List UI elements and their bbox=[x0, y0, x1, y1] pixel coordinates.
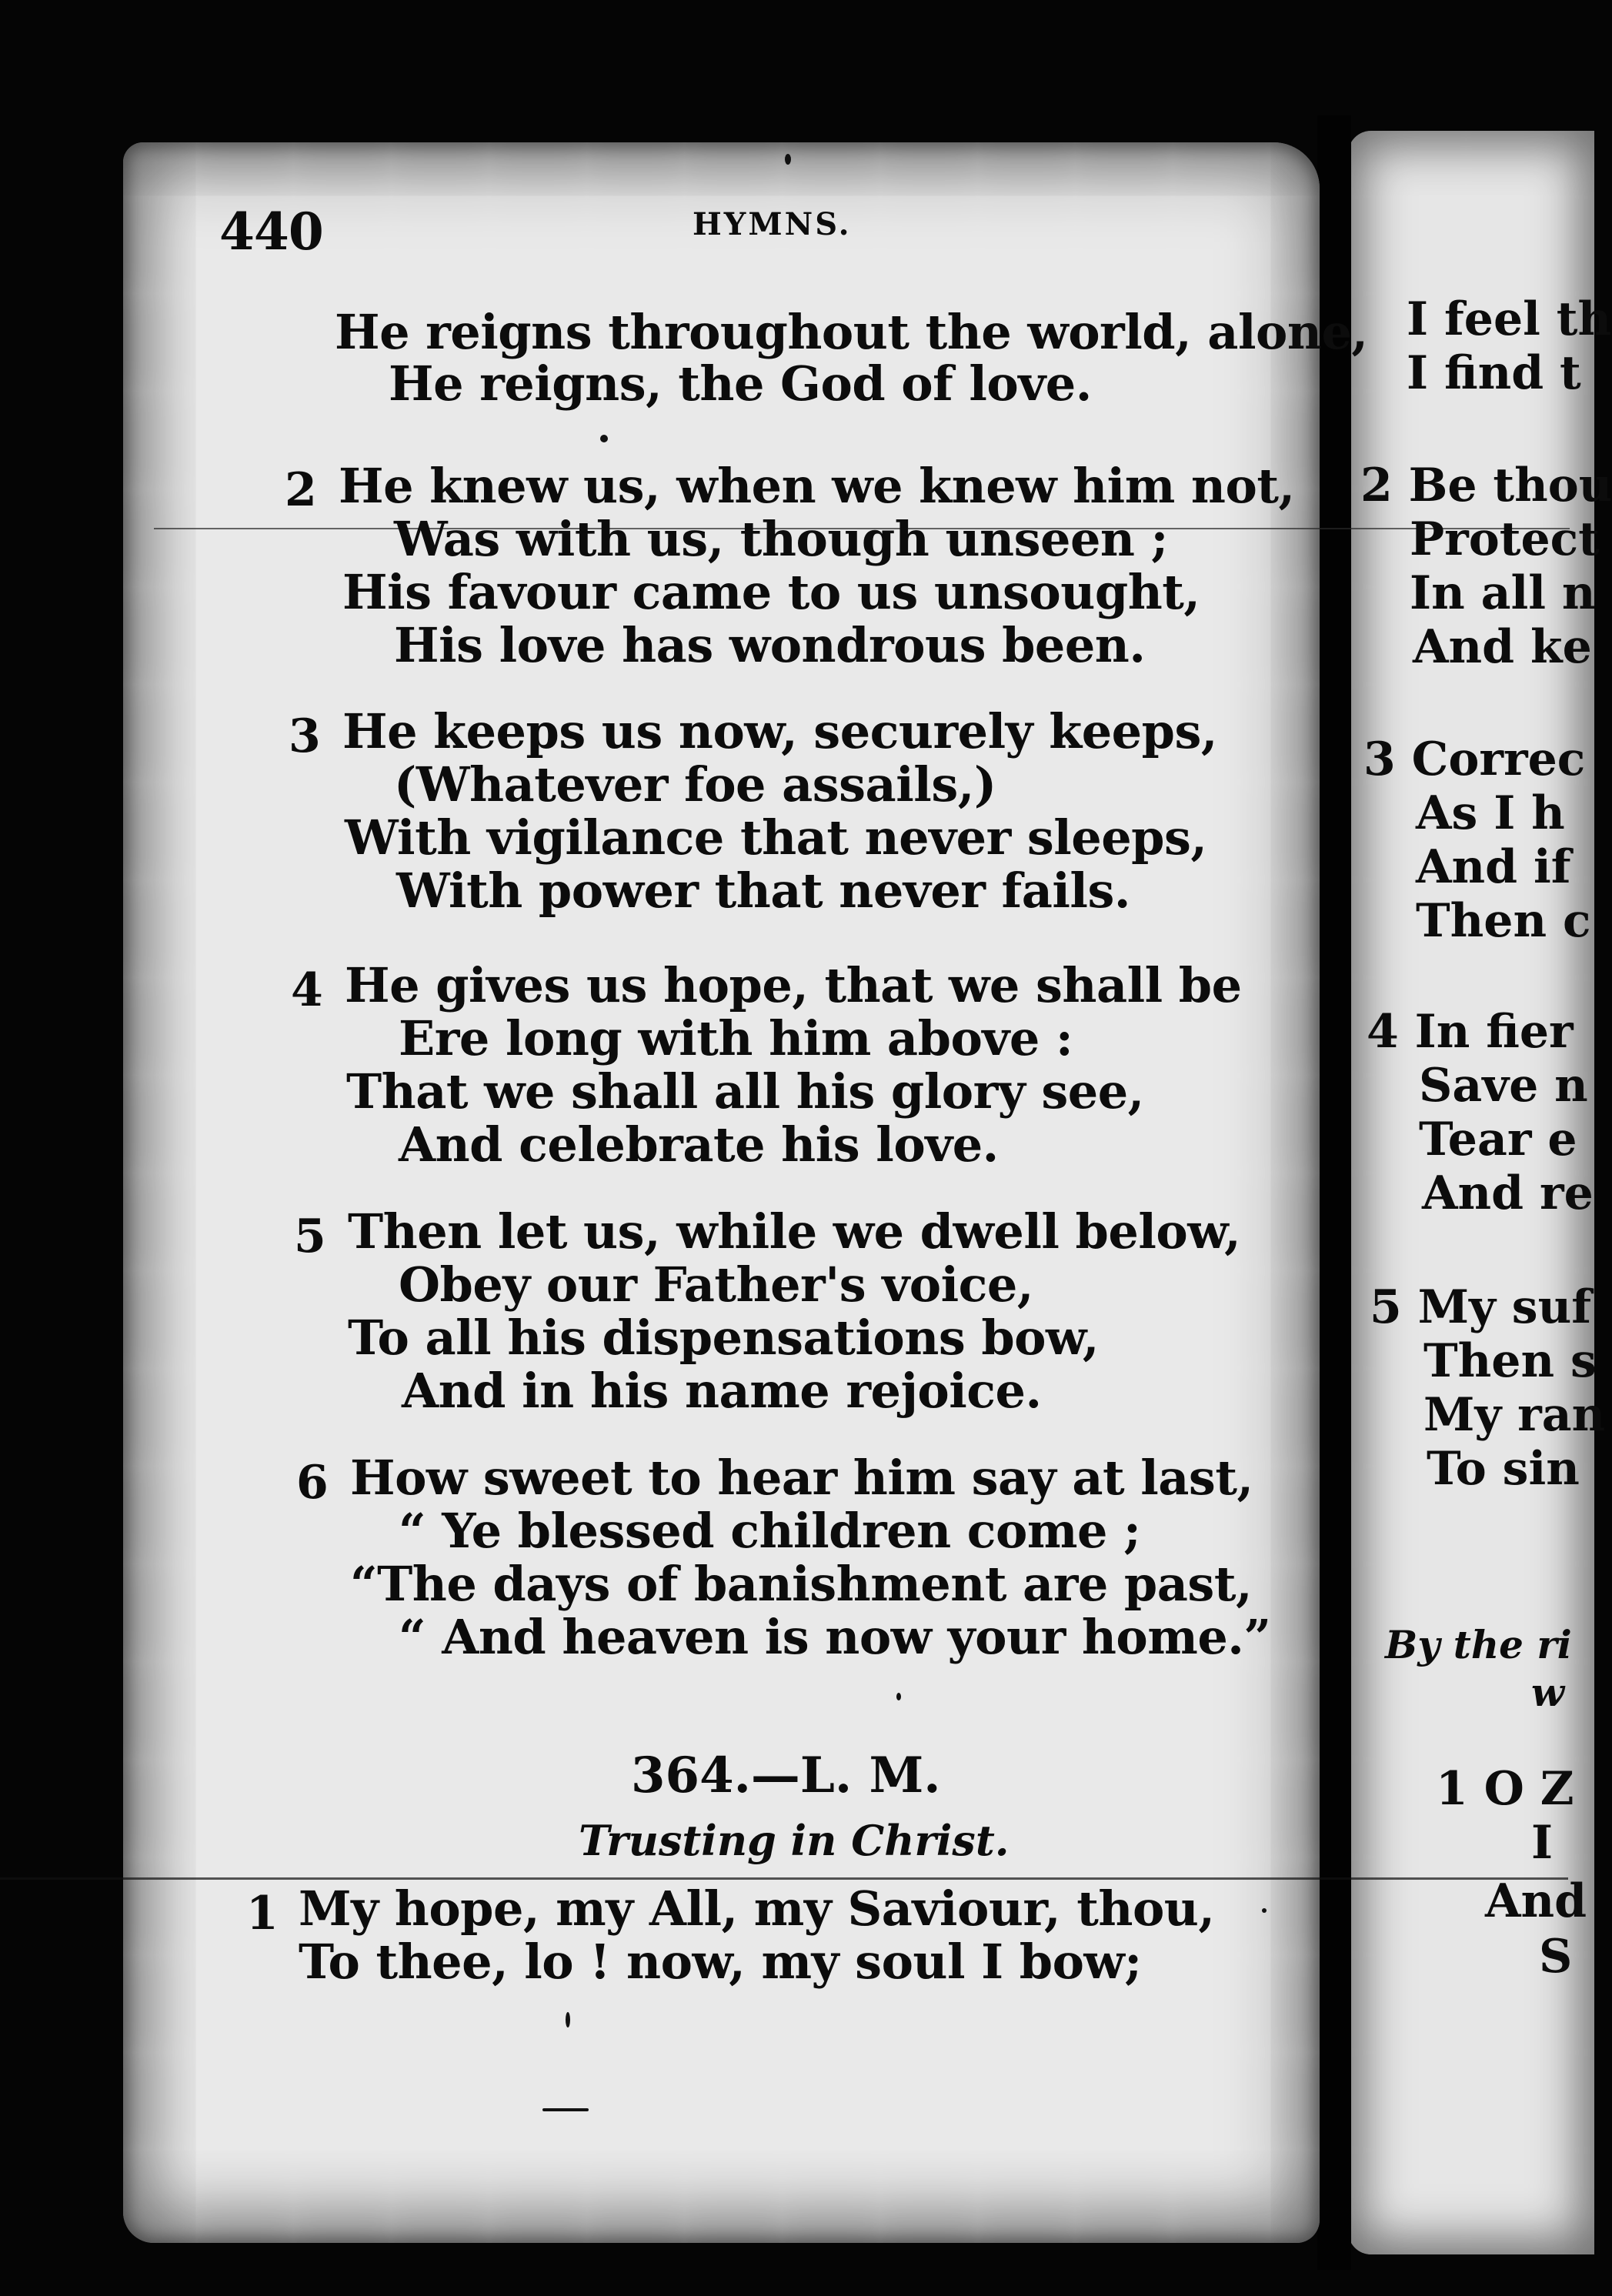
verse-number: 1 bbox=[246, 1887, 279, 1941]
verse-line: He gives us hope, that we shall be bbox=[345, 957, 1242, 1013]
verse-line: He reigns, the God of love. bbox=[389, 355, 1092, 412]
verse-line: Then let us, while we dwell below, bbox=[348, 1203, 1241, 1260]
right-page-line: My ran bbox=[1423, 1388, 1606, 1442]
verse-line: He knew us, when we knew him not, bbox=[339, 458, 1295, 514]
verse-line: (Whatever foe assails,) bbox=[394, 756, 996, 813]
verse-number: 3 bbox=[289, 709, 321, 763]
verse-line: “The days of banishment are past, bbox=[350, 1556, 1253, 1612]
verse-line: “ Ye blessed children come ; bbox=[399, 1503, 1141, 1559]
verse-number: 4 bbox=[291, 963, 323, 1017]
verse-line: To thee, lo ! now, my soul I bow; bbox=[299, 1934, 1142, 1990]
right-page-line: And bbox=[1485, 1874, 1587, 1928]
verse-number: 2 bbox=[285, 463, 317, 517]
page-number: 440 bbox=[219, 202, 323, 262]
verse-number: 6 bbox=[296, 1456, 329, 1510]
running-title: HYMNS. bbox=[693, 206, 852, 242]
right-page-line: Then s bbox=[1423, 1334, 1597, 1388]
verse-line: His love has wondrous been. bbox=[394, 617, 1146, 673]
verse-line: He reigns throughout the world, alone, bbox=[335, 304, 1368, 360]
right-page-line: As I h bbox=[1416, 786, 1565, 840]
scan-speck bbox=[542, 2108, 589, 2111]
right-page-line: By the ri bbox=[1385, 1622, 1572, 1667]
verse-line: With vigilance that never sleeps, bbox=[345, 809, 1207, 866]
right-page-line: 4 In fier bbox=[1367, 1005, 1574, 1059]
verse-line: Obey our Father's voice, bbox=[399, 1256, 1033, 1313]
right-page-line: I bbox=[1531, 1816, 1554, 1870]
verse-line: He keeps us now, securely keeps, bbox=[342, 703, 1217, 759]
verse-line: My hope, my All, my Saviour, thou, bbox=[299, 1881, 1215, 1937]
verse-line: Was with us, though unseen ; bbox=[394, 511, 1168, 567]
right-page-line: And re bbox=[1422, 1166, 1594, 1220]
verse-line: How sweet to hear him say at last, bbox=[350, 1450, 1253, 1506]
right-page-line: Save n bbox=[1419, 1059, 1588, 1113]
verse-number: 5 bbox=[294, 1210, 326, 1263]
verse-line: “ And heaven is now your home.” bbox=[399, 1609, 1271, 1665]
right-page-line: Tear e bbox=[1419, 1113, 1577, 1166]
right-page-line: Protect bbox=[1410, 512, 1600, 566]
right-page-line: I feel th bbox=[1407, 292, 1612, 346]
right-page-line: 3 Correc bbox=[1363, 733, 1586, 786]
verse-line: With power that never fails. bbox=[396, 863, 1130, 919]
right-page-line: 2 Be thou bbox=[1360, 459, 1612, 512]
right-page-line: S bbox=[1539, 1930, 1573, 1984]
scan-speck bbox=[566, 2012, 570, 2027]
right-page-line: I find t bbox=[1407, 346, 1581, 400]
verse-line: That we shall all his glory see, bbox=[346, 1063, 1144, 1120]
hymn-subtitle: Trusting in Christ. bbox=[579, 1816, 1010, 1865]
hymn-heading: 364.—L. M. bbox=[631, 1747, 941, 1804]
scan-speck bbox=[1262, 1908, 1267, 1913]
scan-speck bbox=[600, 435, 608, 442]
book-gutter bbox=[1317, 115, 1351, 2270]
right-page-line: To sin bbox=[1427, 1442, 1580, 1496]
right-page-line: And if bbox=[1416, 840, 1571, 894]
verse-line: And celebrate his love. bbox=[399, 1116, 999, 1173]
right-page-line: w bbox=[1531, 1670, 1565, 1715]
right-page-line: 1 O Z bbox=[1436, 1762, 1574, 1816]
verse-line: His favour came to us unsought, bbox=[342, 564, 1200, 620]
right-page-line: Then c bbox=[1416, 894, 1591, 948]
scan-speck bbox=[896, 1693, 901, 1700]
right-page-line: In all n bbox=[1410, 566, 1596, 620]
verse-line: And in his name rejoice. bbox=[402, 1363, 1042, 1419]
verse-line: Ere long with him above : bbox=[399, 1010, 1073, 1066]
right-page-line: And ke bbox=[1413, 620, 1592, 674]
scan-line bbox=[0, 1877, 1568, 1880]
right-page-line: 5 My suf bbox=[1370, 1280, 1592, 1334]
scan-speck bbox=[785, 154, 791, 165]
verse-line: To all his dispensations bow, bbox=[348, 1310, 1099, 1366]
